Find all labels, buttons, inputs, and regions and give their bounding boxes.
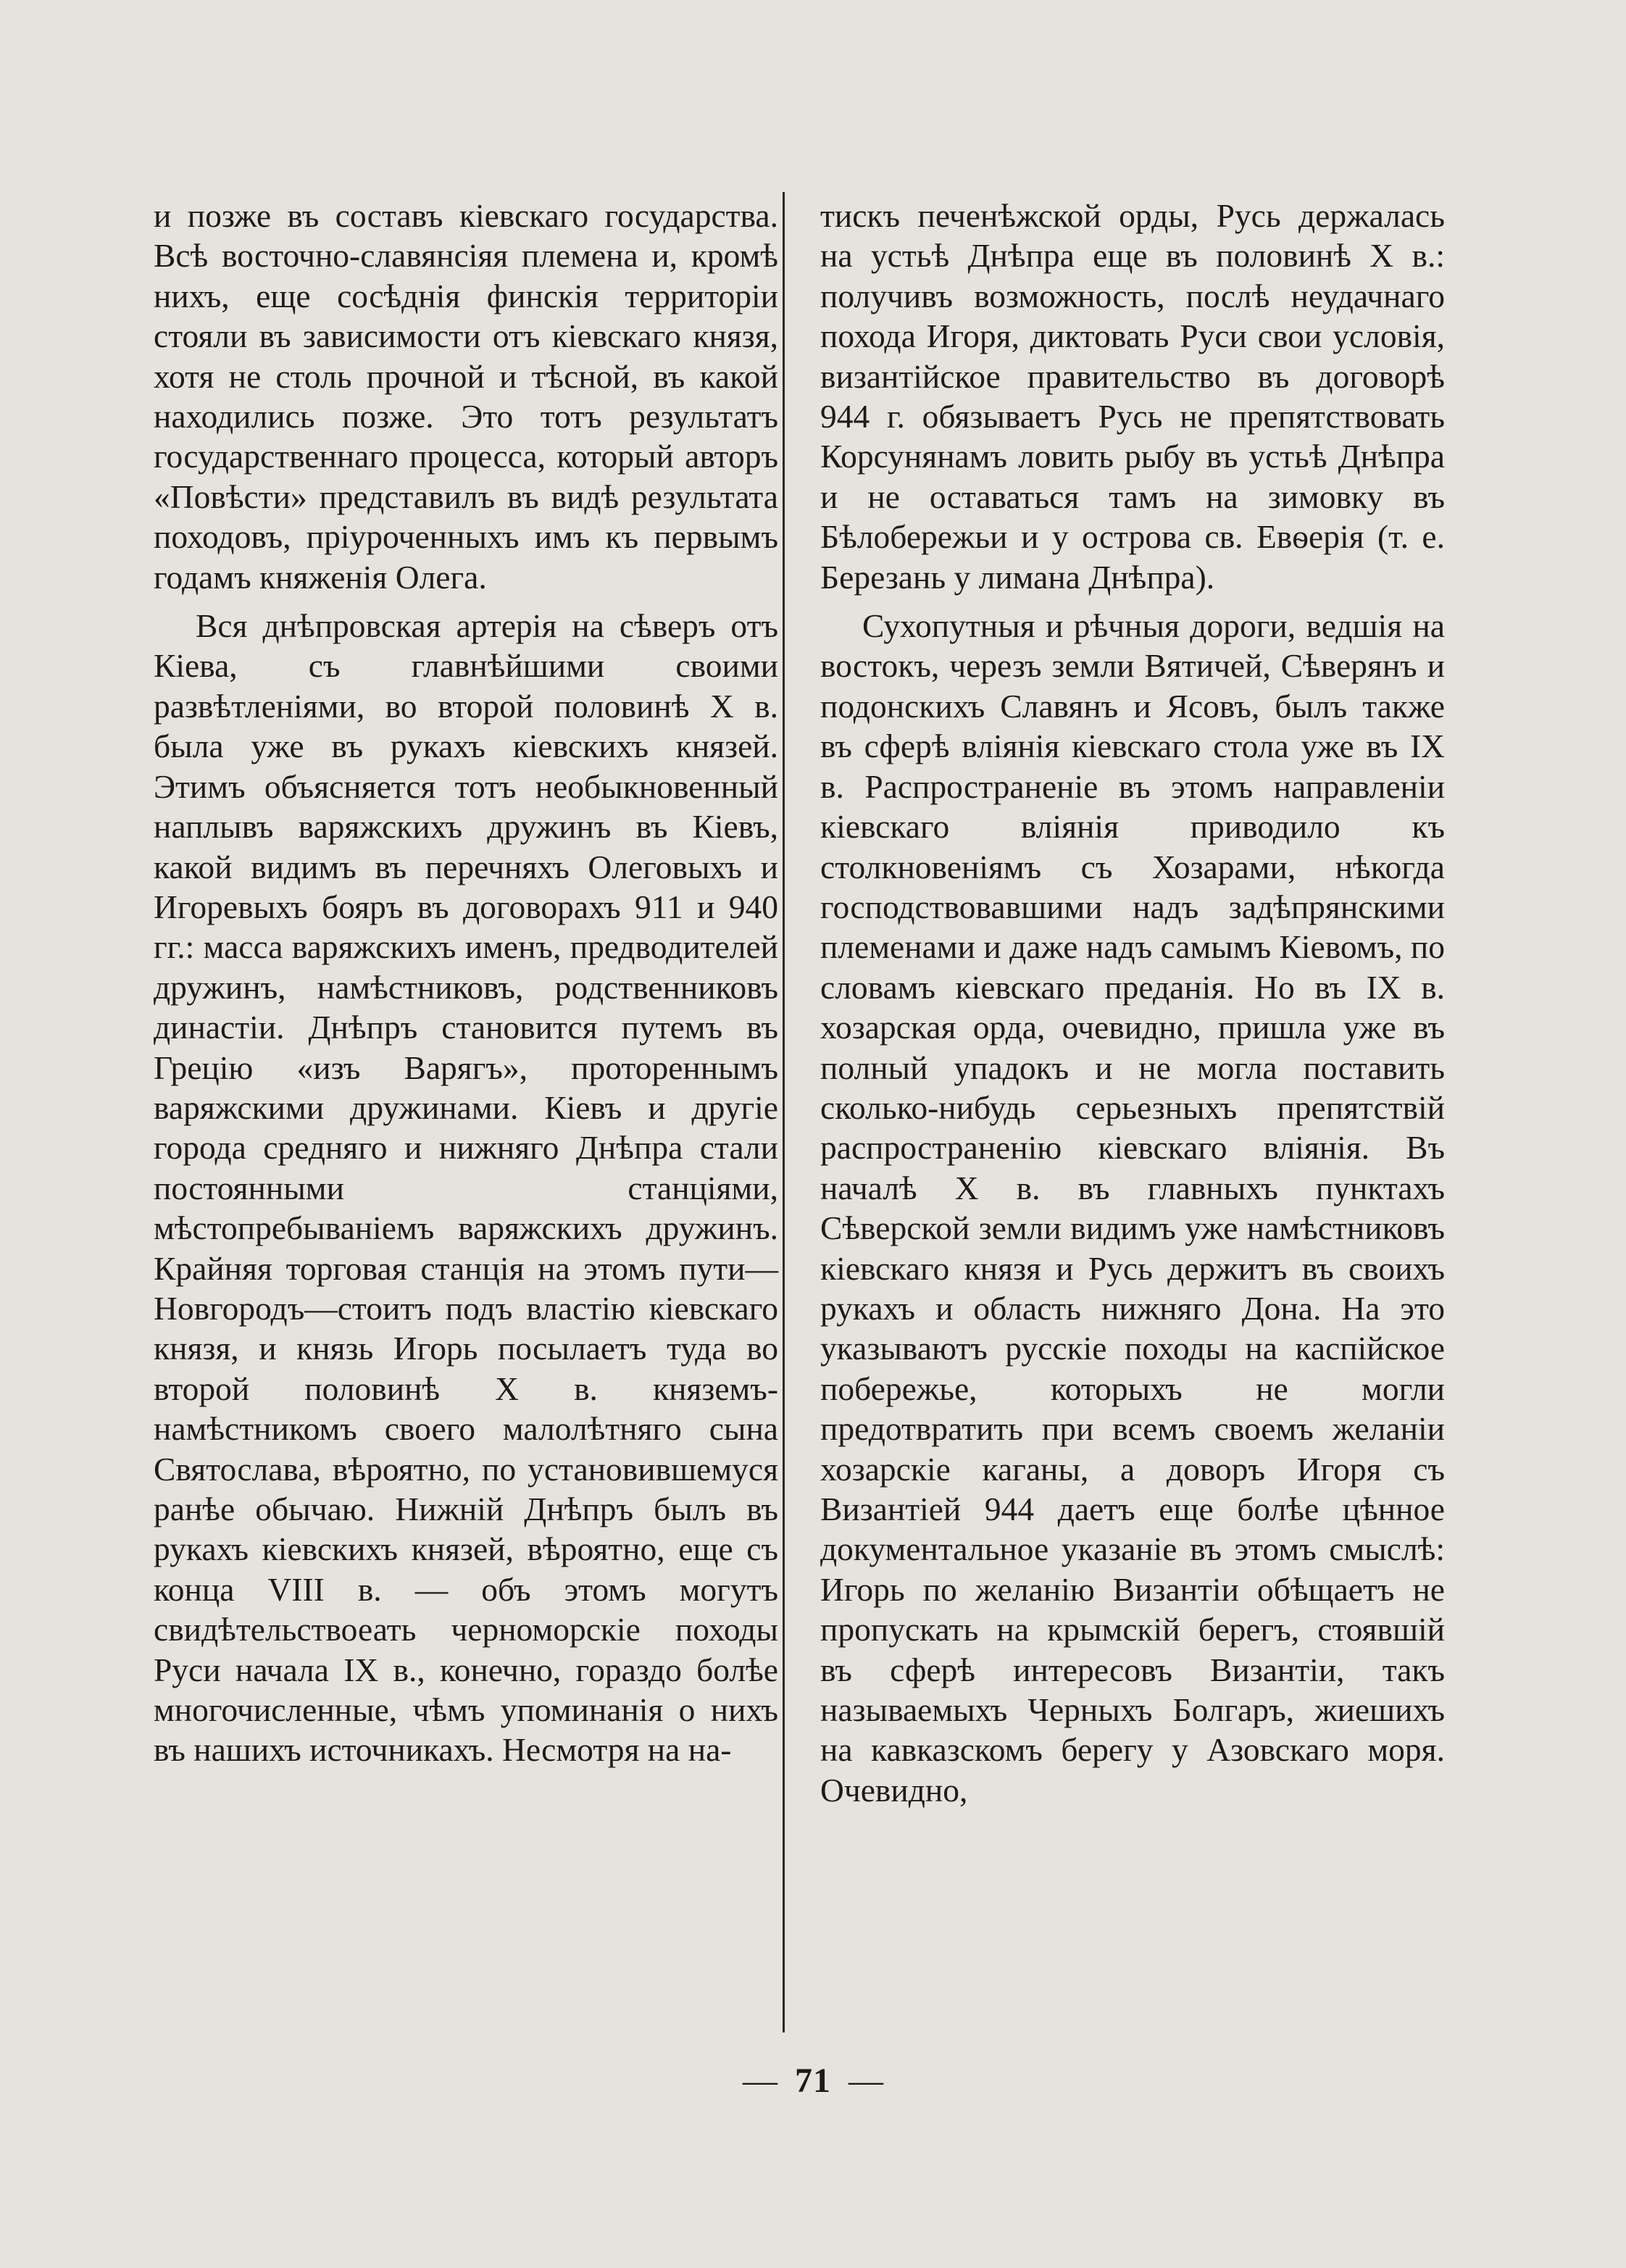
- right-column: [820, 196, 1445, 1810]
- right-paragraph-1: тискъ печенѣжской орды, Русь держалась на устьѣ Днѣпра еще въ половинѣ X в.: получивъ возможность, послѣ неудачнаго похода Игоря, диктовать Руси свои условія, византійское правительство въ договорѣ 944 г. обязываетъ Русь не препятствовать Корсунянамъ ловить рыбу въ устьѣ Днѣпра и не оставаться тамъ на зимовку въ Бѣлобережьи и у острова св. Евѳерія (т. е. Березань у лимана Днѣпра).: [820, 197, 1445, 596]
- page-number-value: 71: [795, 2061, 831, 2100]
- page-number-dash-right: —: [849, 2061, 883, 2100]
- left-paragraph-1: и позже въ составъ кіевскаго государства. Всѣ восточно-славянсіяя племена и, кромѣ нихъ, еще сосѣднія финскія территоріи стояли въ зависимости отъ кіевскаго князя, хотя не столь прочной и тѣсной, въ какой находились позже. Это тотъ результатъ государственнаго процесса, который авторъ «Повѣсти» представилъ въ видѣ результата походовъ, пріуроченныхъ имъ къ первымъ годамъ княженія Олега.: [154, 197, 778, 596]
- page-number-dash-left: —: [743, 2061, 777, 2100]
- right-paragraph-2: Сухопутныя и рѣчныя дороги, ведшія на востокъ, черезъ земли Вятичей, Сѣверянъ и подонскихъ Славянъ и Ясовъ, былъ также въ сферѣ вліянія кіевскаго стола уже въ IX в. Распространеніе въ этомъ направленіи кіевскаго вліянія приводило къ столкновеніямъ съ Хозарами, нѣкогда господствовавшими надъ задѣпрянскими племенами и даже надъ самымъ Кіевомъ, по словамъ кіевскаго преданія. Но въ IX в. хозарская орда, очевидно, пришла уже въ полный упадокъ и не могла поставить сколько-нибудь серьезныхъ препятствій распространенію кіевскаго вліянія. Въ началѣ X в. въ главныхъ пунктахъ Сѣверской земли видимъ уже намѣстниковъ кіевскаго князя и Русь держитъ въ своихъ рукахъ и область нижняго Дона. На это указываютъ русскіе походы на каспійское побережье, которыхъ не могли предотвратить при всемъ своемъ желаніи хозарскіе каганы, а доворъ Игоря съ Византіей 944 даетъ еще болѣе цѣнное документальное указаніе въ этомъ смыслѣ: Игорь по желанію Византіи обѣщаетъ не пропускать на крымскій берегъ, стоявшій въ сферѣ интересовъ Византіи, такъ называемыхъ Черныхъ Болгаръ, жиешихъ на кавказскомъ берегу у Азовскаго моря. Очевидно,: [820, 607, 1445, 1809]
- column-divider: [783, 192, 785, 2033]
- left-column: [154, 196, 778, 1770]
- left-paragraph-2: Вся днѣпровская артерія на сѣверъ отъ Кіева, съ главнѣйшими своими развѣтленіями, во второй половинѣ X в. была уже въ рукахъ кіевскихъ князей. Этимъ объясняется тотъ необыкновенный наплывъ варяжскихъ дружинъ въ Кіевъ, какой видимъ въ перечняхъ Олеговыхъ и Игоревыхъ бояръ въ договорахъ 911 и 940 гг.: масса варяжскихъ именъ, предводителей дружинъ, намѣстниковъ, родственниковъ династіи. Днѣпръ становится путемъ въ Грецію «изъ Варягъ», протореннымъ варяжскими дружинами. Кіевъ и другіе города средняго и нижняго Днѣпра стали постоянными станціями, мѣстопребываніемъ варяжскихъ дружинъ. Крайняя торговая станція на этомъ пути—Новгородъ—стоитъ подъ властію кіевскаго князя, и князь Игорь посылаетъ туда во второй половинѣ X в. княземъ-намѣстникомъ своего малолѣтняго сына Святослава, вѣроятно, по установившемуся ранѣе обычаю. Нижній Днѣпръ былъ въ рукахъ кіевскихъ князей, вѣроятно, еще съ конца VIII в. — объ этомъ могутъ свидѣтельствоеать черноморскіе походы Руси начала IX в., конечно, гораздо болѣе многочисленные, чѣмъ упоминанія о нихъ въ нашихъ источникахъ. Несмотря на на-: [154, 607, 778, 1769]
- page-number: [0, 2059, 1626, 2103]
